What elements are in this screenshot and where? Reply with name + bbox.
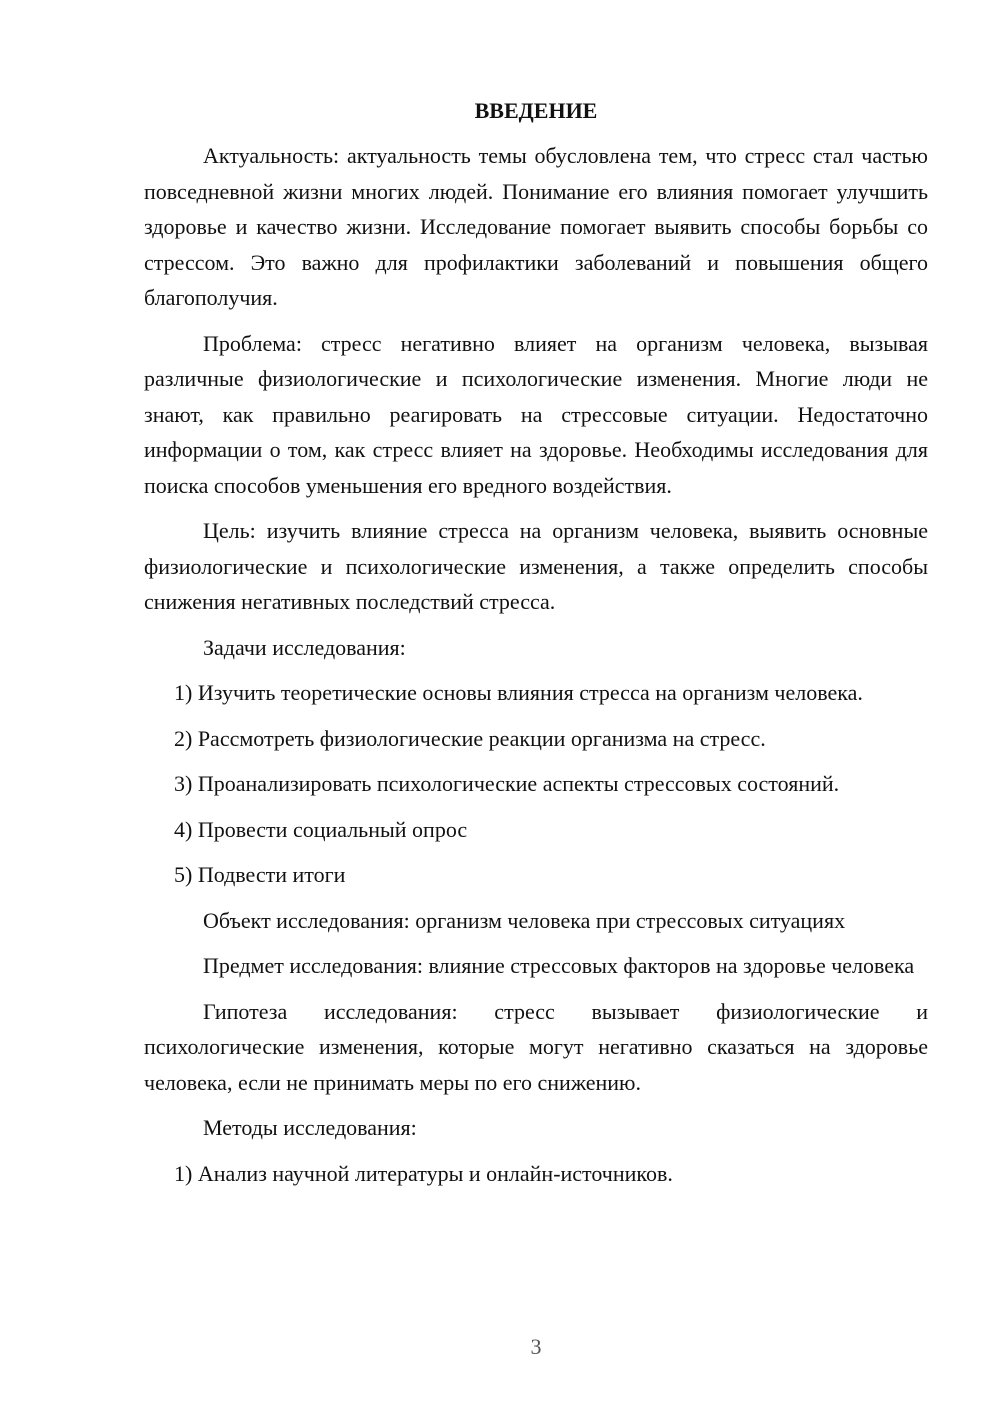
hypothesis-paragraph: Гипотеза исследования: стресс вызывает физиологические и психологические изменения, которые могут негативно сказаться на здоровье человека, если не принимать меры по его снижению. <box>144 998 928 1095</box>
section-title: ВВЕДЕНИЕ <box>474 98 598 123</box>
object-paragraph: Объект исследования: организм человека при стрессовых ситуациях <box>203 907 846 933</box>
task-item: 1) Изучить теоретические основы влияния стресса на организм человека. <box>174 680 863 705</box>
page-number: 3 <box>530 1334 542 1359</box>
goal-paragraph: Цель: изучить влияние стресса на организм человека, выявить основные физиологические и психологические изменения, а также определить способы снижения негативных последствий стресса. <box>144 518 928 614</box>
relevance-paragraph: Актуальность: актуальность темы обусловлена тем, что стресс стал частью повседневной жизни многих людей. Понимание его влияния помогает улучшить здоровье и качество жизни. Исследование помогает выявить способы борьбы со стрессом. Это важно для профилактики заболеваний и повышения общего благополучия. <box>144 143 928 310</box>
task-item: 3) Проанализировать психологические аспекты стрессовых состояний. <box>174 771 840 796</box>
method-item: 1) Анализ научной литературы и онлайн-источников. <box>174 1160 673 1186</box>
document-page <box>144 96 928 1191</box>
task-item: 2) Рассмотреть физиологические реакции организма на стресс. <box>174 725 766 751</box>
task-item: 5) Подвести итоги <box>174 862 346 887</box>
subject-paragraph: Предмет исследования: влияние стрессовых факторов на здоровье человека <box>203 953 915 978</box>
problem-paragraph: Проблема: стресс негативно влияет на организм человека, вызывая различные физиологические и психологические изменения. Многие люди не знают, как правильно реагировать на стрессовые ситуации. Недостаточно информации о том, как стресс влияет на здоровье. Необходимы исследования для поиска способов уменьшения его вредного воздействия. <box>144 330 928 498</box>
task-item: 4) Провести социальный опрос <box>174 816 468 842</box>
methods-heading: Методы исследования: <box>203 1115 417 1140</box>
tasks-heading: Задачи исследования: <box>203 634 406 660</box>
